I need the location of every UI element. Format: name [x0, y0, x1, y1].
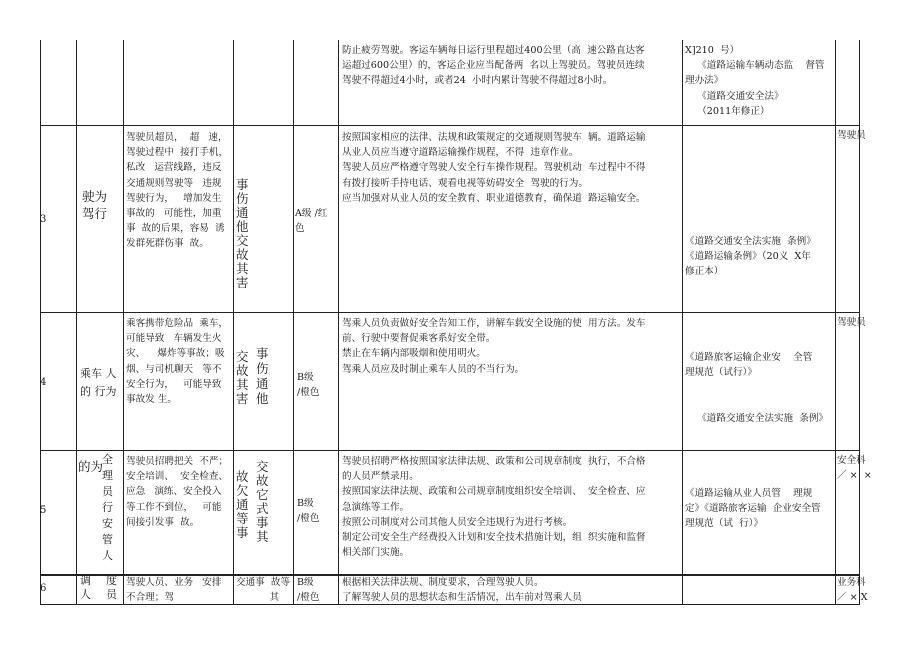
accident-type-cell: 事 伤 通 他 交 故 其 害	[236, 177, 249, 290]
hazard-description-cell: 驾驶员招聘把关 不严； 安全培训、 安全检查、 应急 演练、安全投入 等工作不到位， 可能 间接引发事 故。	[126, 456, 229, 528]
accident-type-cell: 交 故 其 害	[236, 349, 249, 406]
risk-level-cell: B级 /橙色	[297, 498, 320, 525]
hazard-description-cell: 驾驶员超员， 超 速， 驾驶过程中 接打手机， 私改 运营线路，违反 交通规则驾驶等 违规 驾驶行为， 增加发生 事故的 可能性，加重 事 故的后果，容易 诱 发群死群伤事 故。	[126, 132, 229, 250]
hazard-name-cell: 调 人	[80, 574, 91, 601]
measures-cell: 驾乘人员负责做好安全告知工作，讲解车载安全设施的使 用方法。发车 前、行驶中要督促乘客系好安全带。 禁止在车辆内部吸烟和使用明火。 驾乘人员应及时制止乘车人员的不当行为。	[342, 318, 646, 375]
measures-cell: 根据相关法律法规、制度要求，合理驾驶人员。 了解驾驶人员的思想状态和生活情况，出车前对驾乘人员	[342, 577, 582, 604]
risk-level-cell: A级 /红 色	[295, 208, 328, 235]
hazard-name-cell-b: 全 理 员 行 安 管 人	[102, 453, 113, 562]
accident-type-cell: 故 欠 通 等 事	[236, 469, 249, 540]
hazard-name-cell: 驶为 驾行	[82, 189, 108, 221]
measures-cell: 按照国家相应的法律、法规和政策规定的交通规则驾驶车 辆。道路运输 从业人员应当遵守道路运输操作规程，不得 违章作业。 驾驶人员应严格遵守驾驶人安全行车操作规程。驾驶机动 车过程中不得 有拨打接听手持电话、观看电视等妨碍安全 驾驶的行为。 应当加强对从业人员的安全教育、职业道德教育，确保道 路运输安全。	[342, 132, 646, 204]
row-number: 6	[40, 583, 47, 594]
row-number: 5	[40, 505, 47, 516]
hazard-name-cell: 乘车 人 的 行为	[80, 367, 117, 398]
responsible-cell: 驾驶员	[837, 317, 866, 328]
responsible-cell: 驾驶员	[837, 130, 866, 141]
accident-type-cell-b: 交 故 它 式 事 其	[256, 459, 269, 544]
basis-cell: 《道路旅客运输企业安 全管 理规范（试行）》 《道路交通安全法实施 条例》	[685, 352, 829, 424]
responsible-cell: 安全科 ／ × ×	[837, 455, 872, 482]
hazard-description-cell: 驾驶人员、业务 安排 不合理；驾	[126, 577, 222, 604]
basis-cell: 《道路交通安全法实施 条例》 《道路运输条例》（20义 X年 修正本）	[685, 236, 816, 278]
responsible-cell: 业务科 ／ × X	[837, 577, 868, 604]
risk-level-cell: B级 /橙色	[297, 372, 320, 399]
measures-cell: 防止疲劳驾驶。客运车辆每日运行里程超过400公里（高 速公路直达客 运超过600公里）的，客运企业应当配备两 名以上驾驶员。驾驶员连续 驾驶不得超过4小时，或者24 小时内累计驾驶不得超过8小时。	[342, 45, 645, 87]
risk-level-cell: B级 /橙色	[297, 577, 320, 604]
hazard-description-cell: 乘客携带危险品 乘车， 可能导致 车辆发生火 灾、 爆炸等事故；吸 烟、与司机聊天 等不 安全行为， 可能导致 事故发 生。	[126, 318, 229, 406]
basis-cell: 《道路运输从业人员管 理规 定》《道路旅客运输 企业安全管 理规范（试 行）》	[685, 488, 821, 530]
basis-cell: X]210 号） 《道路运输车辆动态监 督管 理办法》 《道路交通安全法》 （2011年修正）	[685, 45, 825, 117]
row-line-a	[40, 125, 860, 126]
accident-type-cell-b: 事 伤 通 他	[256, 346, 269, 406]
hazard-table	[40, 40, 872, 605]
row-line-c	[40, 450, 860, 451]
accident-type-cell: 交通事 故等 其	[236, 577, 291, 604]
hazard-name-cell: 的为	[78, 459, 104, 474]
row-number: 4	[40, 377, 47, 388]
row-number: 3	[40, 214, 47, 225]
row-line-b	[40, 312, 860, 313]
hazard-name-cell-b: 度 员	[106, 574, 117, 601]
measures-cell: 驾驶员招聘严格按照国家法律法规、政策和公司规章制度 执行，不合格 的人员严禁录用。 按照国家法律法规、政策和公司规章制度组织安全培训、 安全检查、应 急演练等工作。 按照公司制度对公司其他人员安全违规行为进行考核。 制定公司安全生产经费投入计划和安全技术措施计划，组 织实施和监督 相关部门实施。	[342, 456, 646, 559]
